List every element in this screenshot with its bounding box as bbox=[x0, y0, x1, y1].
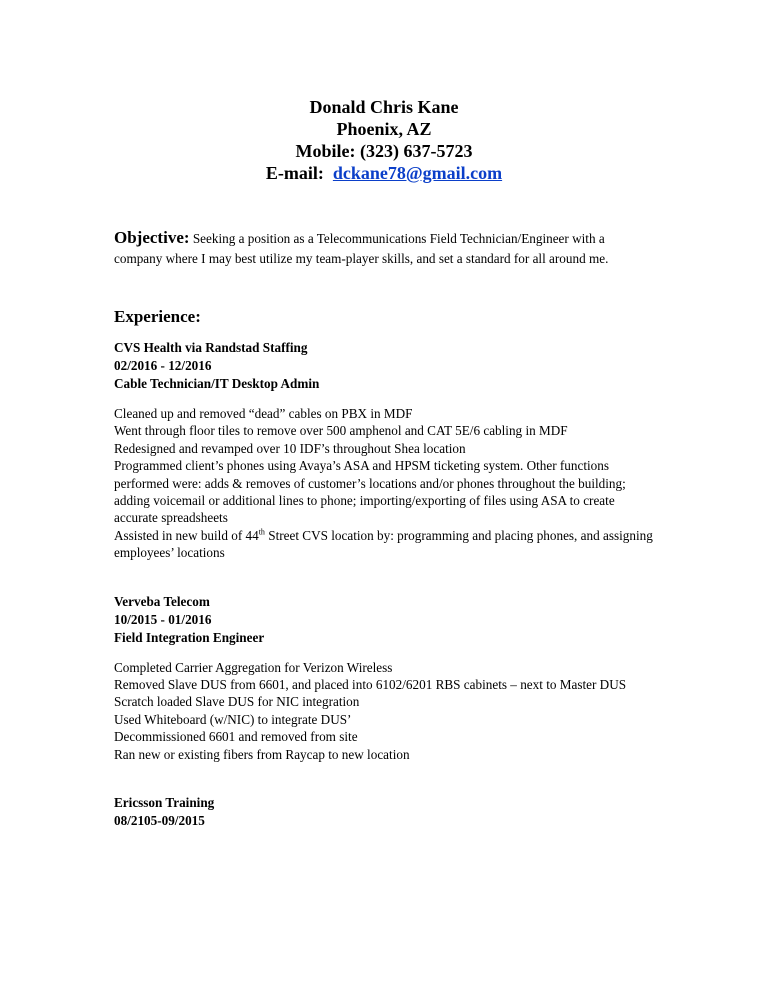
duty-text-pre: Assisted in new build of 44 bbox=[114, 527, 259, 543]
candidate-location: Phoenix, AZ bbox=[336, 119, 432, 139]
candidate-email-line bbox=[0, 162, 768, 184]
objective-label: Objective: bbox=[114, 228, 190, 247]
job-role: Cable Technician/IT Desktop Admin bbox=[114, 376, 320, 391]
duty-text-post: Street CVS location by: programming and placing phones, and assigning employees’ locations bbox=[114, 527, 653, 561]
objective-text: Seeking a position as a Telecommunications Field Technician/Engineer with a company where I may best utilize my team-player skills, and set a standard for all around me. bbox=[114, 231, 609, 266]
experience-heading: Experience: bbox=[114, 307, 201, 326]
objective-section bbox=[114, 228, 654, 269]
job-entry bbox=[114, 339, 654, 562]
duty-item: Used Whiteboard (w/NIC) to integrate DUS’ bbox=[114, 711, 352, 727]
candidate-mobile: Mobile: (323) 637-5723 bbox=[295, 141, 473, 161]
duty-item: Decommissioned 6601 and removed from site bbox=[114, 729, 358, 745]
job-entry bbox=[114, 794, 654, 830]
duty-item: Redesigned and revamped over 10 IDF’s throughout Shea location bbox=[114, 440, 466, 456]
resume-header bbox=[0, 96, 768, 184]
duty-item bbox=[114, 527, 654, 562]
duty-item: Scratch loaded Slave DUS for NIC integration bbox=[114, 694, 360, 710]
duty-item: Cleaned up and removed “dead” cables on PBX in MDF bbox=[114, 406, 413, 421]
job-dates: 10/2015 - 01/2016 bbox=[114, 611, 212, 627]
duty-item: Completed Carrier Aggregation for Verizon Wireless bbox=[114, 659, 393, 675]
job-dates: 02/2016 - 12/2016 bbox=[114, 358, 212, 373]
job-duties bbox=[114, 405, 654, 562]
email-label: E-mail: bbox=[265, 163, 324, 183]
job-entry bbox=[114, 593, 654, 763]
duty-item: Programmed client’s phones using Avaya’s ASA and HPSM ticketing system. Other functions performed were: adds & removes of customer’s locations and/or phones throughout the building; adding voicemail or additional lines to phone; importing/exporting of files using ASA to create accurate spreadsheets bbox=[114, 458, 626, 526]
job-role: Field Integration Engineer bbox=[114, 629, 265, 645]
duty-item: Removed Slave DUS from 6601, and placed into 6102/6201 RBS cabinets – next to Master DUS bbox=[114, 677, 627, 693]
job-company: Verveba Telecom bbox=[114, 593, 210, 609]
duty-item: Went through floor tiles to remove over 500 amphenol and CAT 5E/6 cabling in MDF bbox=[114, 423, 568, 439]
job-dates: 08/2105-09/2015 bbox=[114, 813, 205, 829]
resume-body bbox=[114, 228, 654, 830]
duty-item: Ran new or existing fibers from Raycap to new location bbox=[114, 746, 410, 762]
email-link[interactable]: dckane78@gmail.com bbox=[332, 163, 503, 183]
job-company: Ericsson Training bbox=[114, 795, 215, 811]
candidate-name: Donald Chris Kane bbox=[309, 97, 459, 117]
job-company: CVS Health via Randstad Staffing bbox=[114, 340, 308, 355]
duty-text-sup: th bbox=[258, 527, 265, 537]
job-duties bbox=[114, 659, 654, 763]
